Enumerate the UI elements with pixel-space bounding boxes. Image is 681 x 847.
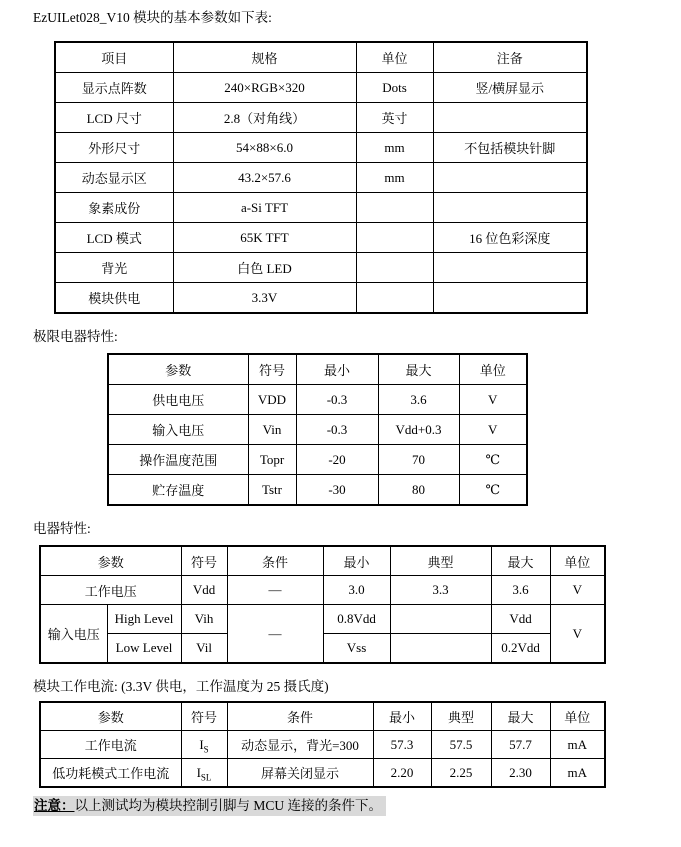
table-cell: [181, 759, 227, 788]
table-cell: LCD 尺寸: [55, 103, 173, 133]
table-cell: Vdd: [491, 605, 550, 634]
table-cell: 白色 LED: [173, 253, 356, 283]
table-cell: 65K TFT: [173, 223, 356, 253]
table-cell: [356, 193, 433, 223]
table-cell: Vss: [323, 634, 390, 664]
table-cell: 0.2Vdd: [491, 634, 550, 664]
table-cell: 低功耗模式工作电流: [40, 759, 181, 788]
note-highlight: [33, 796, 386, 816]
current-table: [39, 701, 606, 788]
table-cell: 3.0: [323, 576, 390, 605]
table-cell: 2.30: [491, 759, 550, 788]
table-cell: Vin: [248, 415, 296, 445]
table-cell: Vdd+0.3: [378, 415, 459, 445]
table-cell: [390, 605, 491, 634]
table-row: [55, 193, 587, 223]
table-cell: 不包括模块针脚: [433, 133, 587, 163]
table-cell: mA: [550, 759, 605, 788]
note-text: 以上测试均为模块控制引脚与 MCU 连接的条件下。: [74, 798, 383, 813]
table-row: [108, 385, 527, 415]
table-cell: Vdd: [181, 576, 227, 605]
page-title: EzUILet028_V10 模块的基本参数如下表:: [33, 10, 272, 25]
table-cell: 2.20: [373, 759, 431, 788]
table-cell: 80: [378, 475, 459, 506]
table-row: [55, 253, 587, 283]
table-cell: 英寸: [356, 103, 433, 133]
table-cell: 竖/横屏显示: [433, 73, 587, 103]
table-cell: Topr: [248, 445, 296, 475]
column-header-symbol: 符号: [248, 354, 296, 385]
column-header-unit: 单位: [550, 702, 605, 731]
column-header-symbol: 符号: [181, 702, 227, 731]
column-header-unit: 单位: [459, 354, 527, 385]
table-row: [40, 605, 605, 634]
column-header-min: 最小: [373, 702, 431, 731]
table-cell: 供电电压: [108, 385, 248, 415]
table-cell: [433, 283, 587, 314]
symbol-subscript: SL: [200, 772, 212, 783]
column-header-min: 最小: [296, 354, 378, 385]
table-cell: 贮存温度: [108, 475, 248, 506]
section-title-electrical: 电器特性:: [33, 521, 91, 536]
table-cell: 57.3: [373, 731, 431, 759]
table-cell: -20: [296, 445, 378, 475]
table-row: [40, 576, 605, 605]
table-row: [40, 731, 605, 759]
table-cell: Vih: [181, 605, 227, 634]
table-cell: 43.2×57.6: [173, 163, 356, 193]
table-cell: 显示点阵数: [55, 73, 173, 103]
table-cell: ℃: [459, 475, 527, 506]
table-cell: Low Level: [107, 634, 181, 664]
table-row: [55, 133, 587, 163]
table-cell: 54×88×6.0: [173, 133, 356, 163]
table-cell: 2.25: [431, 759, 491, 788]
table-cell: -0.3: [296, 385, 378, 415]
column-header-condition: 条件: [227, 702, 373, 731]
table-cell: —: [227, 576, 323, 605]
abs-ratings-table: [107, 353, 528, 506]
table-row: [55, 283, 587, 314]
column-header-item: 项目: [55, 42, 173, 73]
table-cell: VDD: [248, 385, 296, 415]
column-header-min: 最小: [323, 546, 390, 576]
table-row: [55, 103, 587, 133]
table-cell: 动态显示区: [55, 163, 173, 193]
table-cell: Vil: [181, 634, 227, 664]
table-row: [40, 759, 605, 788]
table-cell: [433, 253, 587, 283]
column-header-symbol: 符号: [181, 546, 227, 576]
table-cell: 57.7: [491, 731, 550, 759]
table-cell: High Level: [107, 605, 181, 634]
table-cell: 输入电压: [108, 415, 248, 445]
table-row: [108, 475, 527, 506]
table-cell: [356, 283, 433, 314]
table-cell: mA: [550, 731, 605, 759]
column-header-max: 最大: [491, 702, 550, 731]
table-cell: 屏幕关闭显示: [227, 759, 373, 788]
table-cell: V: [459, 385, 527, 415]
section-title-limits: 极限电器特性:: [33, 329, 118, 344]
table-cell: mm: [356, 133, 433, 163]
electrical-table: [39, 545, 606, 664]
table-cell: V: [550, 576, 605, 605]
table-cell: Tstr: [248, 475, 296, 506]
table-cell: 模块供电: [55, 283, 173, 314]
table-cell: [181, 731, 227, 759]
column-header-condition: 条件: [227, 546, 323, 576]
table-cell: 240×RGB×320: [173, 73, 356, 103]
column-header-param: 参数: [108, 354, 248, 385]
table-cell: -30: [296, 475, 378, 506]
table-cell: 3.3V: [173, 283, 356, 314]
table-row: [55, 223, 587, 253]
table-cell: 象素成份: [55, 193, 173, 223]
section-title-current: 模块工作电流: (3.3V 供电，工作温度为 25 摄氏度): [33, 679, 329, 694]
table-cell: 3.6: [491, 576, 550, 605]
column-header-max: 最大: [378, 354, 459, 385]
column-header-unit: 单位: [356, 42, 433, 73]
table-row: [55, 73, 587, 103]
table-cell: 外形尺寸: [55, 133, 173, 163]
table-cell: [390, 634, 491, 664]
table-header-row: [40, 702, 605, 731]
table-cell: 2.8（对角线）: [173, 103, 356, 133]
table-cell: 16 位色彩深度: [433, 223, 587, 253]
symbol-base: I: [199, 736, 204, 752]
table-cell: 输入电压: [40, 605, 107, 664]
table-cell: LCD 模式: [55, 223, 173, 253]
table-header-row: [40, 546, 605, 576]
table-row: [108, 445, 527, 475]
table-cell: [433, 163, 587, 193]
table-cell: —: [227, 605, 323, 664]
column-header-remark: 注备: [433, 42, 587, 73]
table-cell: 操作温度范围: [108, 445, 248, 475]
table-cell: 工作电流: [40, 731, 181, 759]
table-cell: 工作电压: [40, 576, 181, 605]
table-cell: 57.5: [431, 731, 491, 759]
column-header-spec: 规格: [173, 42, 356, 73]
table-row: [108, 415, 527, 445]
table-cell: mm: [356, 163, 433, 193]
column-header-typ: 典型: [431, 702, 491, 731]
symbol-subscript: S: [203, 744, 209, 755]
note-line: [33, 797, 681, 815]
column-header-param: 参数: [40, 546, 181, 576]
table-row: [55, 163, 587, 193]
table-header-row: [55, 42, 587, 73]
table-cell: [356, 253, 433, 283]
table-cell: 0.8Vdd: [323, 605, 390, 634]
table-cell: V: [550, 605, 605, 664]
table-cell: Dots: [356, 73, 433, 103]
table-cell: 背光: [55, 253, 173, 283]
column-header-param: 参数: [40, 702, 181, 731]
symbol-base: I: [196, 764, 201, 780]
table-cell: ℃: [459, 445, 527, 475]
column-header-max: 最大: [491, 546, 550, 576]
table-cell: 3.6: [378, 385, 459, 415]
column-header-unit: 单位: [550, 546, 605, 576]
table-cell: 3.3: [390, 576, 491, 605]
table-cell: a-Si TFT: [173, 193, 356, 223]
table-row: [40, 634, 605, 664]
table-cell: V: [459, 415, 527, 445]
table-header-row: [108, 354, 527, 385]
basic-params-table: [54, 41, 588, 314]
table-cell: [433, 193, 587, 223]
table-cell: -0.3: [296, 415, 378, 445]
table-cell: 70: [378, 445, 459, 475]
column-header-typ: 典型: [390, 546, 491, 576]
table-cell: [356, 223, 433, 253]
table-cell: 动态显示，背光=300: [227, 731, 373, 759]
table-cell: [433, 103, 587, 133]
note-label: 注意：: [34, 798, 75, 813]
